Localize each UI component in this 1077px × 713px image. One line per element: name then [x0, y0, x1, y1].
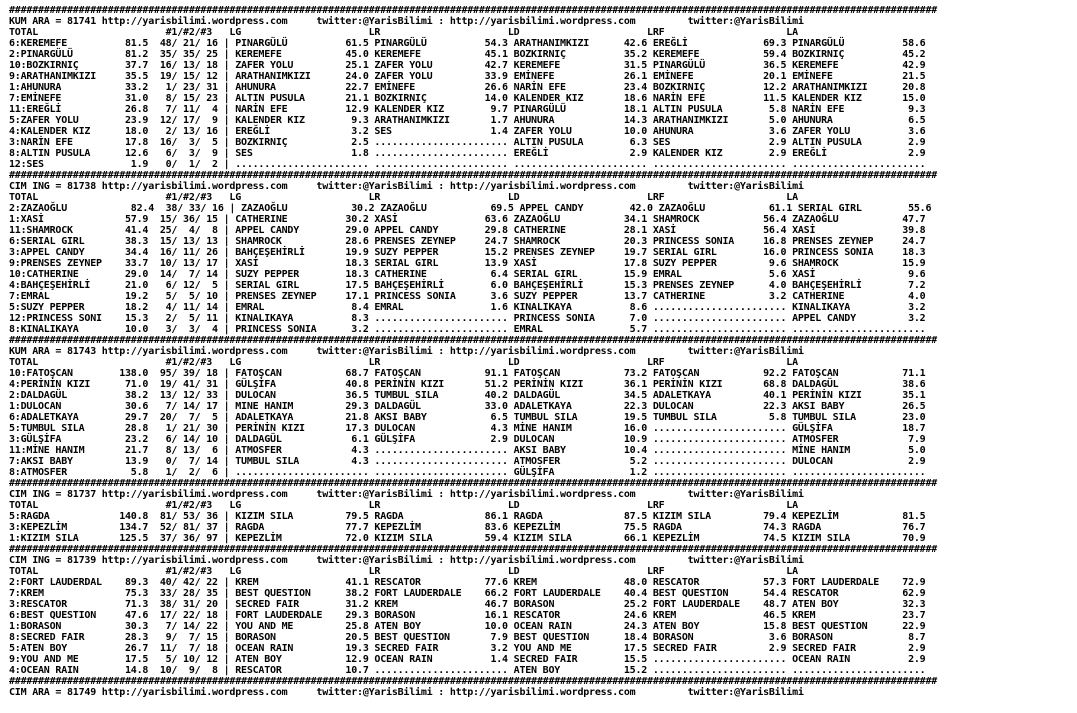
separator-line: ################################################################################################################################################################ [9, 5, 938, 16]
race-header-line: CIM ING = 81738 http://yarisbilimi.wordpress.com twitter:@YarisBilimi : http://yarisbilimi.wordpress.com twitter:@YarisBilimi [9, 181, 804, 192]
data-row-line: 10:FATOŞCAN 138.0 95/ 39/ 18 | FATOŞCAN 68.7 FATOŞCAN 91.1 FATOŞCAN 73.2 FATOŞCAN 92.2 FATOŞCAN 71.1 [9, 368, 926, 379]
data-row-line: 3:RESCATOR 71.3 38/ 31/ 20 | SECRED FAIR 31.2 KREM 46.7 BORASON 25.2 FORT LAUDERDALE 48.7 ATEN BOY 32.3 [9, 599, 926, 610]
data-row-line: 2:DALDAGÜL 38.2 13/ 12/ 33 | DULOCAN 36.5 TUMBUL SILA 40.2 DALDAGÜL 34.5 ADALETKAYA 40.1 PERİNİN KIZI 35.1 [9, 390, 926, 401]
data-row-line: 3:KEPEZLİM 134.7 52/ 81/ 37 | RAGDA 77.7 KEPEZLİM 83.6 KEPEZLİM 75.5 RAGDA 74.3 RAGDA 76.7 [9, 522, 926, 533]
separator-line: ################################################################################################################################################################ [9, 335, 938, 346]
race-header-line: CIM ING = 81737 http://yarisbilimi.wordpress.com twitter:@YarisBilimi : http://yarisbilimi.wordpress.com twitter:@YarisBilimi [9, 489, 804, 500]
data-row-line: 1:DULOCAN 30.6 7/ 14/ 17 | MINE HANIM 29.3 DALDAGÜL 33.0 ADALETKAYA 22.3 DULOCAN 22.3 AKSI BABY 26.5 [9, 401, 926, 412]
data-row-line: 7:EMRAL 19.2 5/ 5/ 10 | PRENSES ZEYNEP 17.1 PRINCESS SONIA 3.6 SUZY PEPPER 13.7 CATHERINE 3.2 CATHERINE 4.0 [9, 291, 926, 302]
column-header-line: TOTAL #1/#2/#3 LG LR LD LRF LA [9, 566, 798, 577]
data-row-line: 5:RAGDA 140.8 81/ 53/ 36 | KIZIM SILA 79.5 RAGDA 86.1 RAGDA 87.5 KIZIM SILA 79.4 KEPEZLİM 81.5 [9, 511, 926, 522]
data-row-line: 1:BORASON 30.3 7/ 14/ 22 | YOU AND ME 25.8 ATEN BOY 10.0 OCEAN RAIN 24.3 ATEN BOY 15.8 BEST QUESTION 22.9 [9, 621, 926, 632]
data-row-line: 4:PERİNİN KIZI 71.0 19/ 41/ 31 | GÜLŞİFA 40.8 PERİNİN KIZI 51.2 PERİNİN KIZI 36.1 PERİNİN KIZI 68.8 DALDAGÜL 38.6 [9, 379, 926, 390]
data-row-line: 2:FORT LAUDERDAL 89.3 40/ 42/ 22 | KREM 41.1 RESCATOR 77.6 KREM 48.0 RESCATOR 57.3 FORT LAUDERDALE 72.9 [9, 577, 926, 588]
data-row-line: 7:AKSI BABY 13.9 0/ 7/ 14 | TUMBUL SILA 4.3 ....................... ATMOSFER 5.2 ....................... DULOCAN 2.9 [9, 456, 926, 467]
column-header-line: TOTAL #1/#2/#3 LG LR LD LRF LA [9, 192, 798, 203]
data-row-line: 6:KEREMEFE 81.5 48/ 21/ 16 | PINARGÜLÜ 61.5 PINARGÜLÜ 54.3 ARATHANIMKIZI 42.6 EREĞLİ 69.3 PINARGÜLÜ 58.6 [9, 38, 926, 49]
data-row-line: 1:XASİ 57.9 15/ 36/ 15 | CATHERINE 30.2 XASİ 63.6 ZAZAOĞLU 34.1 SHAMROCK 56.4 ZAZAOĞLU 47.7 [9, 214, 926, 225]
data-row-line: 10:CATHERINE 29.0 14/ 7/ 14 | SUZY PEPPER 18.3 CATHERINE 6.4 SERIAL GIRL 15.9 EMRAL 5.6 XASİ 9.6 [9, 269, 926, 280]
separator-line: ################################################################################################################################################################ [9, 170, 938, 181]
data-row-line: 6:SERIAL GIRL 38.3 15/ 13/ 13 | SHAMROCK 28.6 PRENSES ZEYNEP 24.7 SHAMROCK 20.3 PRINCESS SONIA 16.8 PRENSES ZEYNEP 24.7 [9, 236, 926, 247]
column-header-line: TOTAL #1/#2/#3 LG LR LD LRF LA [9, 500, 798, 511]
race-header-line: KUM ARA = 81743 http://yarisbilimi.wordpress.com twitter:@YarisBilimi : http://yarisbilimi.wordpress.com twitter:@YarisBilimi [9, 346, 804, 357]
data-row-line: 3:GÜLŞİFA 23.2 6/ 14/ 10 | DALDAGÜL 6.1 GÜLŞİFA 2.9 DULOCAN 10.9 ....................... ATMOSFER 7.9 [9, 434, 926, 445]
race-header-line: CIM ING = 81739 http://yarisbilimi.wordpress.com twitter:@YarisBilimi : http://yarisbilimi.wordpress.com twitter:@YarisBilimi [9, 555, 804, 566]
data-row-line: 11:EREĞLİ 26.8 7/ 11/ 4 | NARİN EFE 12.9 KALENDER KIZ 9.7 PINARGÜLÜ 18.1 ALTIN PUSULA 5.8 NARİN EFE 9.3 [9, 104, 926, 115]
data-row-line: 5:TUMBUL SILA 28.8 1/ 21/ 30 | PERİNİN KIZI 17.3 DULOCAN 4.3 MİNE HANIM 16.0 ....................... GÜLŞİFA 18.7 [9, 423, 926, 434]
data-row-line: 1:KIZIM SILA 125.5 37/ 36/ 97 | KEPEZLİM 72.0 KIZIM SILA 59.4 KIZIM SILA 66.1 KEPEZLİM 74.5 KIZIM SILA 70.9 [9, 533, 926, 544]
data-row-line: 2:ZAZAOĞLU 82.4 38/ 33/ 16 | ZAZAOĞLU 30.2 ZAZAOĞLU 69.5 APPEL CANDY 42.0 ZAZAOĞLU 61.1 SERIAL GIRL 55.6 [9, 203, 932, 214]
data-row-line: 8:SECRED FAIR 28.3 9/ 7/ 15 | BORASON 20.5 BEST QUESTION 7.9 BEST QUESTION 18.4 BORASON 3.6 BORASON 8.7 [9, 632, 926, 643]
data-row-line: 7:EMİNEFE 31.0 8/ 15/ 23 | ALTIN PUSULA 21.1 BOZKIRNIÇ 14.0 KALENDER KIZ 18.6 NARİN EFE 11.5 KALENDER KIZ 15.0 [9, 93, 926, 104]
data-row-line: 9:YOU AND ME 17.5 5/ 10/ 12 | ATEN BOY 12.9 OCEAN RAIN 1.4 SECRED FAIR 15.5 ....................... OCEAN RAIN 2.9 [9, 654, 926, 665]
data-row-line: 5:ZAFER YOLU 23.9 12/ 17/ 9 | KALENDER KIZ 9.3 ARATHANIMKIZI 1.7 AHUNURA 14.3 ARATHANIMKIZI 5.0 AHUNURA 6.5 [9, 115, 926, 126]
column-header-line: TOTAL #1/#2/#3 LG LR LD LRF LA [9, 357, 798, 368]
data-row-line: 8:ALTIN PUSULA 12.6 6/ 3/ 9 | SES 1.8 ....................... EREĞLİ 2.9 KALENDER KIZ 2.9 EREĞLİ 2.9 [9, 148, 926, 159]
data-row-line: 12:PRINCESS SONI 15.3 2/ 5/ 11 | KINALIKAYA 8.3 ....................... PRINCESS SONIA 7.0 ....................... APPEL CANDY 3.2 [9, 313, 926, 324]
data-row-line: 7:KREM 75.3 33/ 28/ 35 | BEST QUESTION 38.2 FORT LAUDERDALE 66.2 FORT LAUDERDALE 40.4 BEST QUESTION 54.4 RESCATOR 62.9 [9, 588, 926, 599]
data-row-line: 8:KINALIKAYA 10.0 3/ 3/ 4 | PRINCESS SONIA 3.2 ....................... EMRAL 5.7 ....................... ....................... [9, 324, 926, 335]
data-row-line: 5:ATEN BOY 26.7 11/ 7/ 18 | OCEAN RAIN 19.3 SECRED FAIR 3.2 YOU AND ME 17.5 SECRED FAIR 2.9 SECRED FAIR 2.9 [9, 643, 926, 654]
data-row-line: 8:ATMOSFER 5.8 1/ 2/ 6 | ....................... ....................... GÜLŞİFA 1.2 ....................... ....................... [9, 467, 926, 478]
data-row-line: 11:MİNE HANIM 21.7 8/ 13/ 6 | ATMOSFER 4.3 ....................... AKSI BABY 10.4 ....................... MİNE HANIM 5.0 [9, 445, 926, 456]
data-row-line: 6:ADALETKAYA 29.7 20/ 7/ 5 | ADALETKAYA 21.8 AKSI BABY 6.5 TUMBUL SILA 19.5 TUMBUL SILA 5.8 TUMBUL SILA 23.0 [9, 412, 926, 423]
data-row-line: 3:APPEL CANDY 34.4 16/ 11/ 26 | BAHÇEŞEHİRLİ 19.9 SUZY PEPPER 15.2 PRENSES ZEYNEP 19.7 SERIAL GIRL 16.0 PRINCESS SONIA 18.3 [9, 247, 926, 258]
data-row-line: 3:NARİN EFE 17.8 16/ 3/ 5 | BOZKIRNIÇ 2.5 ....................... ALTIN PUSULA 6.3 SES 2.9 ALTIN PUSULA 2.9 [9, 137, 926, 148]
data-row-line: 1:AHUNURA 33.2 1/ 23/ 31 | AHUNURA 22.7 EMİNEFE 26.6 NARİN EFE 23.4 BOZKIRNIÇ 12.2 ARATHANIMKIZI 20.8 [9, 82, 926, 93]
data-row-line: 2:PINARGÜLÜ 81.2 35/ 35/ 25 | KEREMEFE 45.0 KEREMEFE 45.1 BOZKIRNIÇ 35.2 KEREMEFE 59.4 BOZKIRNIÇ 45.2 [9, 49, 926, 60]
data-row-line: 5:SUZY PEPPER 18.2 4/ 11/ 14 | EMRAL 8.4 EMRAL 1.6 KINALIKAYA 8.6 ....................... KINALIKAYA 3.2 [9, 302, 926, 313]
data-row-line: 9:ARATHANIMKIZI 35.5 19/ 15/ 12 | ARATHANIMKIZI 24.0 ZAFER YOLU 33.9 EMİNEFE 26.1 EMİNEFE 20.1 EMİNEFE 21.5 [9, 71, 926, 82]
data-row-line: 4:KALENDER KIZ 18.0 2/ 13/ 16 | EREĞLİ 3.2 SES 1.4 ZAFER YOLU 10.0 AHUNURA 3.6 ZAFER YOLU 3.6 [9, 126, 926, 137]
data-row-line: 9:PRENSES ZEYNEP 33.7 10/ 13/ 17 | XASİ 18.3 SERIAL GIRL 13.9 XASİ 17.8 SUZY PEPPER 9.6 SHAMROCK 15.9 [9, 258, 926, 269]
separator-line: ################################################################################################################################################################ [9, 544, 938, 555]
separator-line: ################################################################################################################################################################ [9, 478, 938, 489]
column-header-line: TOTAL #1/#2/#3 LG LR LD LRF LA [9, 27, 798, 38]
race-header-line: CIM ARA = 81749 http://yarisbilimi.wordpress.com twitter:@YarisBilimi : http://yarisbilimi.wordpress.com twitter:@YarisBilimi [9, 687, 804, 698]
data-row-line: 11:SHAMROCK 41.4 25/ 4/ 8 | APPEL CANDY 29.0 APPEL CANDY 29.8 CATHERINE 28.1 XASİ 56.4 XASİ 39.8 [9, 225, 926, 236]
data-row-line: 12:SES 1.9 0/ 1/ 2 | ....................... ....................... ....................... ....................... ....................... [9, 159, 926, 170]
separator-line: ################################################################################################################################################################ [9, 676, 938, 687]
data-row-line: 4:OCEAN RAIN 14.8 10/ 9/ 8 | RESCATOR 10.7 ....................... ATEN BOY 15.2 ....................... ....................... [9, 665, 926, 676]
data-row-line: 6:BEST QUESTION 47.6 17/ 22/ 18 | FORT LAUDERDALE 29.3 BORASON 16.1 RESCATOR 24.6 KREM 46.5 KREM 23.7 [9, 610, 926, 621]
race-header-line: KUM ARA = 81741 http://yarisbilimi.wordpress.com twitter:@YarisBilimi : http://yarisbilimi.wordpress.com twitter:@YarisBilimi [9, 16, 804, 27]
data-row-line: 10:BOZKIRNIÇ 37.7 16/ 13/ 18 | ZAFER YOLU 25.1 ZAFER YOLU 42.7 KEREMEFE 31.5 PINARGÜLÜ 36.5 KEREMEFE 42.9 [9, 60, 926, 71]
data-row-line: 4:BAHÇEŞEHİRLİ 21.0 6/ 12/ 5 | SERIAL GIRL 17.5 BAHÇEŞEHİRLİ 6.0 BAHÇEŞEHİRLİ 15.3 PRENSES ZEYNEP 4.0 BAHÇEŞEHİRLİ 7.2 [9, 280, 926, 291]
